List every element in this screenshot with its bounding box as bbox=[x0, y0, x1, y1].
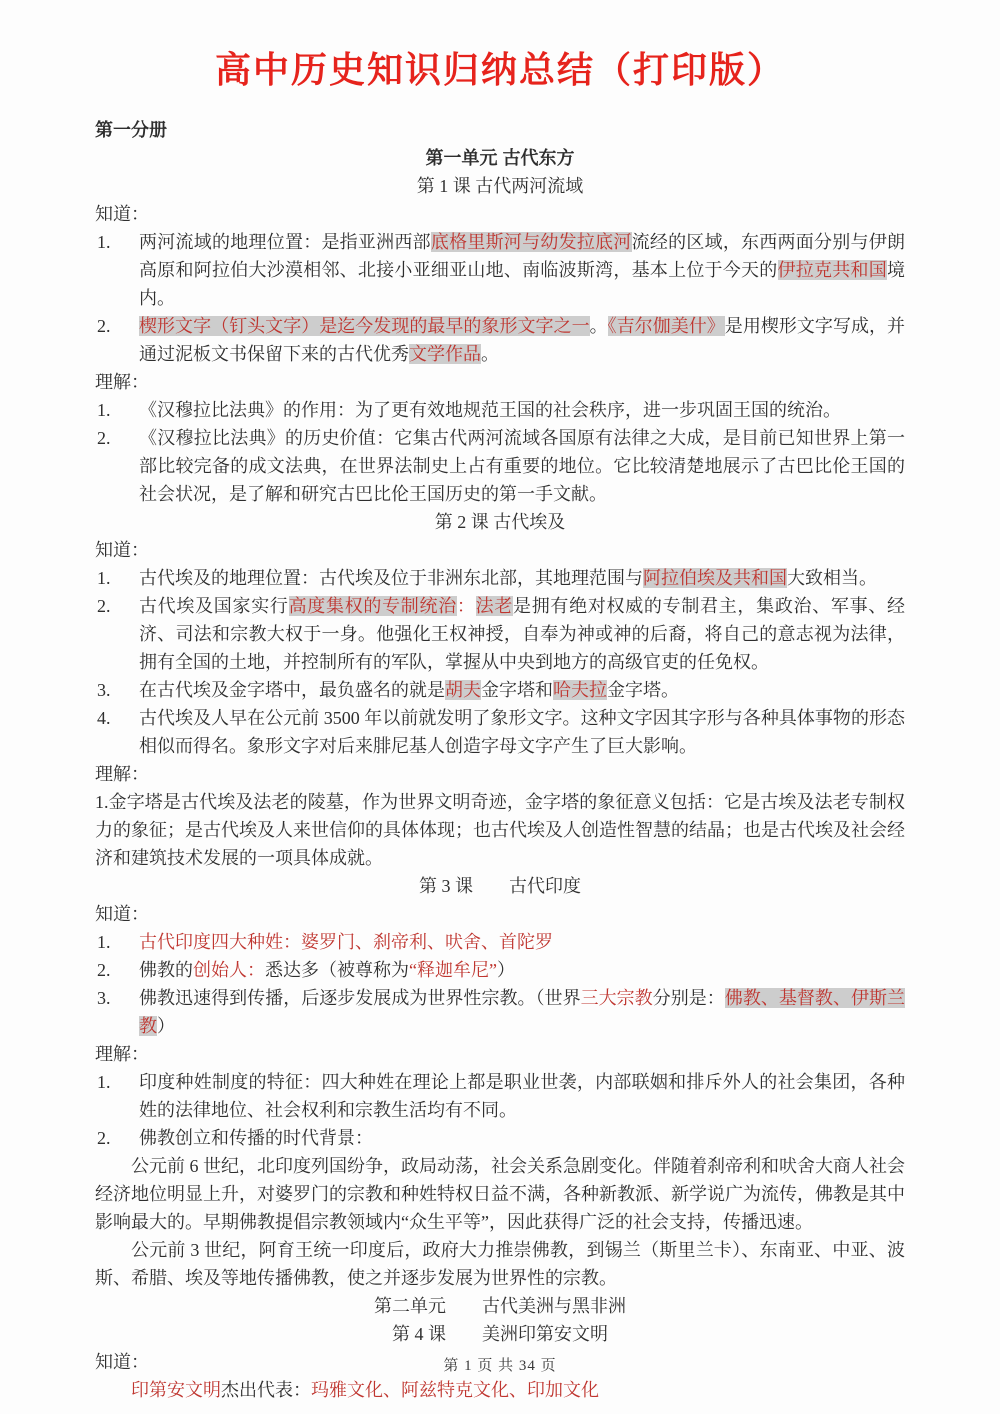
list-number: 1. bbox=[97, 400, 111, 420]
list-item bbox=[95, 564, 905, 592]
list-number: 2. bbox=[97, 316, 111, 336]
paragraph bbox=[95, 788, 905, 872]
list-item bbox=[95, 956, 905, 984]
text-run: 知道： bbox=[95, 540, 149, 560]
text-run: 知道： bbox=[95, 904, 149, 924]
red-text-run: “释迦牟尼” bbox=[409, 960, 497, 980]
red-text-run: 古代印度四大种姓：婆罗门、刹帝利、吠舍、首陀罗 bbox=[139, 932, 553, 952]
list-number: 2. bbox=[97, 428, 111, 448]
list-item bbox=[95, 424, 905, 508]
red-text-run: 创始人： bbox=[193, 960, 265, 980]
red-text-run: ： bbox=[456, 596, 476, 616]
unit-heading bbox=[95, 144, 905, 172]
lesson-heading bbox=[95, 872, 905, 900]
page-footer: 第 1 页 共 34 页 bbox=[443, 1358, 557, 1374]
text-run: 第一单元 古代东方 bbox=[425, 148, 575, 168]
list-number: 1. bbox=[97, 1072, 111, 1092]
list-item bbox=[95, 228, 905, 312]
list-number: 2. bbox=[97, 1128, 111, 1148]
text-run: 古代埃及的地理位置：古代埃及位于非洲东北部，其地理范围与 bbox=[139, 568, 643, 588]
paragraph bbox=[95, 200, 905, 228]
text-run: 境内。 bbox=[139, 260, 906, 308]
highlighted-text-run: 底格里斯河与幼发拉底河 bbox=[430, 232, 632, 252]
list-number: 3. bbox=[97, 988, 111, 1008]
text-run: 《汉穆拉比法典》的历史价值：它集古代两河流域各国原有法律之大成，是目前已知世界上第一部比较完备的成文法典，在世界法制史上占有重要的地位。它比较清楚地展示了古巴比伦王国的社会状况，是了解和研究古巴比伦王国历史的第一手文献。 bbox=[139, 428, 905, 504]
text-run: 理解： bbox=[95, 372, 149, 392]
red-text-run: 印第安文明 bbox=[131, 1380, 221, 1400]
text-run: 古代埃及人早在公元前 3500 年以前就发明了象形文字。这种文字因其字形与各种具体事物的形态相似而得名。象形文字对后来腓尼基人创造字母文字产生了巨大影响。 bbox=[139, 708, 905, 756]
list-item bbox=[95, 984, 905, 1040]
list-item bbox=[95, 676, 905, 704]
text-run: 佛教的 bbox=[139, 960, 193, 980]
text-run: 公元前 3 世纪，阿育王统一印度后，政府大力推崇佛教，到锡兰（斯里兰卡）、东南亚、中亚、波斯、希腊、埃及等地传播佛教，使之并逐步发展为世界性的宗教。 bbox=[95, 1240, 905, 1288]
list-item bbox=[95, 1124, 905, 1152]
text-run: 是用楔形文字写成，并通过泥板文书保留下来的古代优秀 bbox=[139, 316, 906, 364]
text-run: 知道： bbox=[95, 204, 149, 224]
text-run: 佛教迅速得到传播，后逐步发展成为世界性宗教。（世界 bbox=[139, 988, 581, 1008]
text-run: 古代埃及国家实行 bbox=[139, 596, 289, 616]
highlighted-text-run: 法老 bbox=[475, 596, 514, 616]
text-run: 佛教创立和传播的时代背景： bbox=[139, 1128, 373, 1148]
list-item bbox=[95, 1068, 905, 1124]
paragraph bbox=[95, 1040, 905, 1068]
lesson-heading bbox=[95, 508, 905, 536]
list-item bbox=[95, 704, 905, 760]
text-run: ） bbox=[496, 960, 515, 980]
text-run: 知道： bbox=[95, 1352, 149, 1372]
text-run: 1.金字塔是古代埃及法老的陵墓，作为世界文明奇迹，金字塔的象征意义包括：它是古埃及法老专制权力的象征；是古代埃及人来世信仰的具体体现；也古代埃及人创造性智慧的结晶；也是古代埃及社会经济和建筑技术发展的一项具体成就。 bbox=[95, 792, 905, 868]
list-number: 3. bbox=[97, 680, 111, 700]
list-item bbox=[95, 592, 905, 676]
text-run: 是拥有绝对权威的专制君主，集政治、军事、经济、司法和宗教大权于一身。他强化王权神授，自奉为神或神的后裔，将自己的意志视为法律，拥有全国的土地，并控制所有的军队，掌握从中央到地方的高级官吏的任免权。 bbox=[139, 596, 906, 672]
paragraph bbox=[95, 760, 905, 788]
indented-paragraph bbox=[95, 1376, 905, 1404]
highlighted-text-run: 佛教、基督教、伊斯兰教 bbox=[139, 988, 906, 1036]
list-number: 2. bbox=[97, 596, 111, 616]
page-title: 高中历史知识归纳总结（打印版） bbox=[214, 50, 785, 90]
text-run: 。 bbox=[481, 344, 499, 364]
highlighted-text-run: 阿拉伯埃及共和国 bbox=[643, 568, 787, 588]
text-run: 公元前 6 世纪，北印度列国纷争，政局动荡，社会关系急剧变化。伴随着刹帝利和吠舍大商人社会经济地位明显上升，对婆罗门的宗教和种姓特权日益不满，各种新教派、新学说广为流传，佛教是其中影响最大的。早期佛教提倡宗教领域内“众生平等”，因此获得广泛的社会支持，传播迅速。 bbox=[95, 1156, 905, 1232]
text-run: 金字塔和 bbox=[481, 680, 553, 700]
highlighted-text-run: 高度集权的专制统治 bbox=[288, 596, 457, 616]
indented-paragraph bbox=[95, 1152, 905, 1236]
text-run: 。 bbox=[589, 316, 608, 336]
text-run: 大致相当。 bbox=[787, 568, 877, 588]
text-run: 第 3 课 古代印度 bbox=[419, 876, 581, 896]
lesson-heading bbox=[95, 1320, 905, 1348]
text-run: 《汉穆拉比法典》的作用：为了更有效地规范王国的社会秩序，进一步巩固王国的统治。 bbox=[139, 400, 841, 420]
text-run: ） bbox=[157, 1016, 175, 1036]
text-run: 两河流域的地理位置：是指亚洲西部 bbox=[139, 232, 431, 252]
list-number: 2. bbox=[97, 960, 111, 980]
text-run: 在古代埃及金字塔中，最负盛名的就是 bbox=[139, 680, 445, 700]
list-number: 1. bbox=[97, 932, 111, 952]
highlighted-text-run: 哈夫拉 bbox=[553, 680, 607, 700]
text-run: 第 1 课 古代两河流域 bbox=[416, 176, 584, 196]
text-run: 第 4 课 美洲印第安文明 bbox=[392, 1324, 608, 1344]
red-text-run: 三大宗教 bbox=[580, 988, 653, 1008]
text-run: 理解： bbox=[95, 1044, 149, 1064]
text-run: 第二单元 古代美洲与黑非洲 bbox=[374, 1296, 626, 1316]
text-run: 杰出代表： bbox=[221, 1380, 311, 1400]
text-run: 分别是： bbox=[652, 988, 725, 1008]
list-number: 4. bbox=[97, 708, 111, 728]
text-run: 印度种姓制度的特征：四大种姓在理论上都是职业世袭，内部联姻和排斥外人的社会集团，各种姓的法律地位、社会权利和宗教生活均有不同。 bbox=[139, 1072, 905, 1120]
paragraph bbox=[95, 536, 905, 564]
lesson-heading bbox=[95, 1292, 905, 1320]
red-text-run: 玛雅文化、阿兹特克文化、印加文化 bbox=[311, 1380, 599, 1400]
indented-paragraph bbox=[95, 1236, 905, 1292]
list-item bbox=[95, 312, 905, 368]
lesson-heading bbox=[95, 172, 905, 200]
paragraph bbox=[95, 900, 905, 928]
highlighted-text-run: 胡夫 bbox=[445, 680, 481, 700]
text-run: 理解： bbox=[95, 764, 149, 784]
document-body bbox=[95, 116, 905, 1404]
volume-heading bbox=[95, 116, 905, 144]
text-run: 第 2 课 古代埃及 bbox=[434, 512, 566, 532]
list-number: 1. bbox=[97, 232, 111, 252]
text-run: 第一分册 bbox=[95, 120, 167, 140]
list-number: 1. bbox=[97, 568, 111, 588]
highlighted-text-run: 伊拉克共和国 bbox=[777, 260, 888, 280]
text-run: 流经的区域，东西两面分别与伊朗高原和阿拉伯大沙漠相邻、北接小亚细亚山地、南临波斯湾，基本上位于今天的 bbox=[139, 232, 906, 280]
paragraph bbox=[95, 368, 905, 396]
highlighted-text-run: 文学作品 bbox=[409, 344, 481, 364]
text-run: 悉达多（被尊称为 bbox=[265, 960, 409, 980]
list-item bbox=[95, 396, 905, 424]
highlighted-text-run: 楔形文字（钉头文字）是迄今发现的最早的象形文字之一 bbox=[139, 316, 590, 336]
highlighted-text-run: 《吉尔伽美什》 bbox=[607, 316, 725, 336]
text-run: 金字塔。 bbox=[607, 680, 679, 700]
list-item bbox=[95, 928, 905, 956]
